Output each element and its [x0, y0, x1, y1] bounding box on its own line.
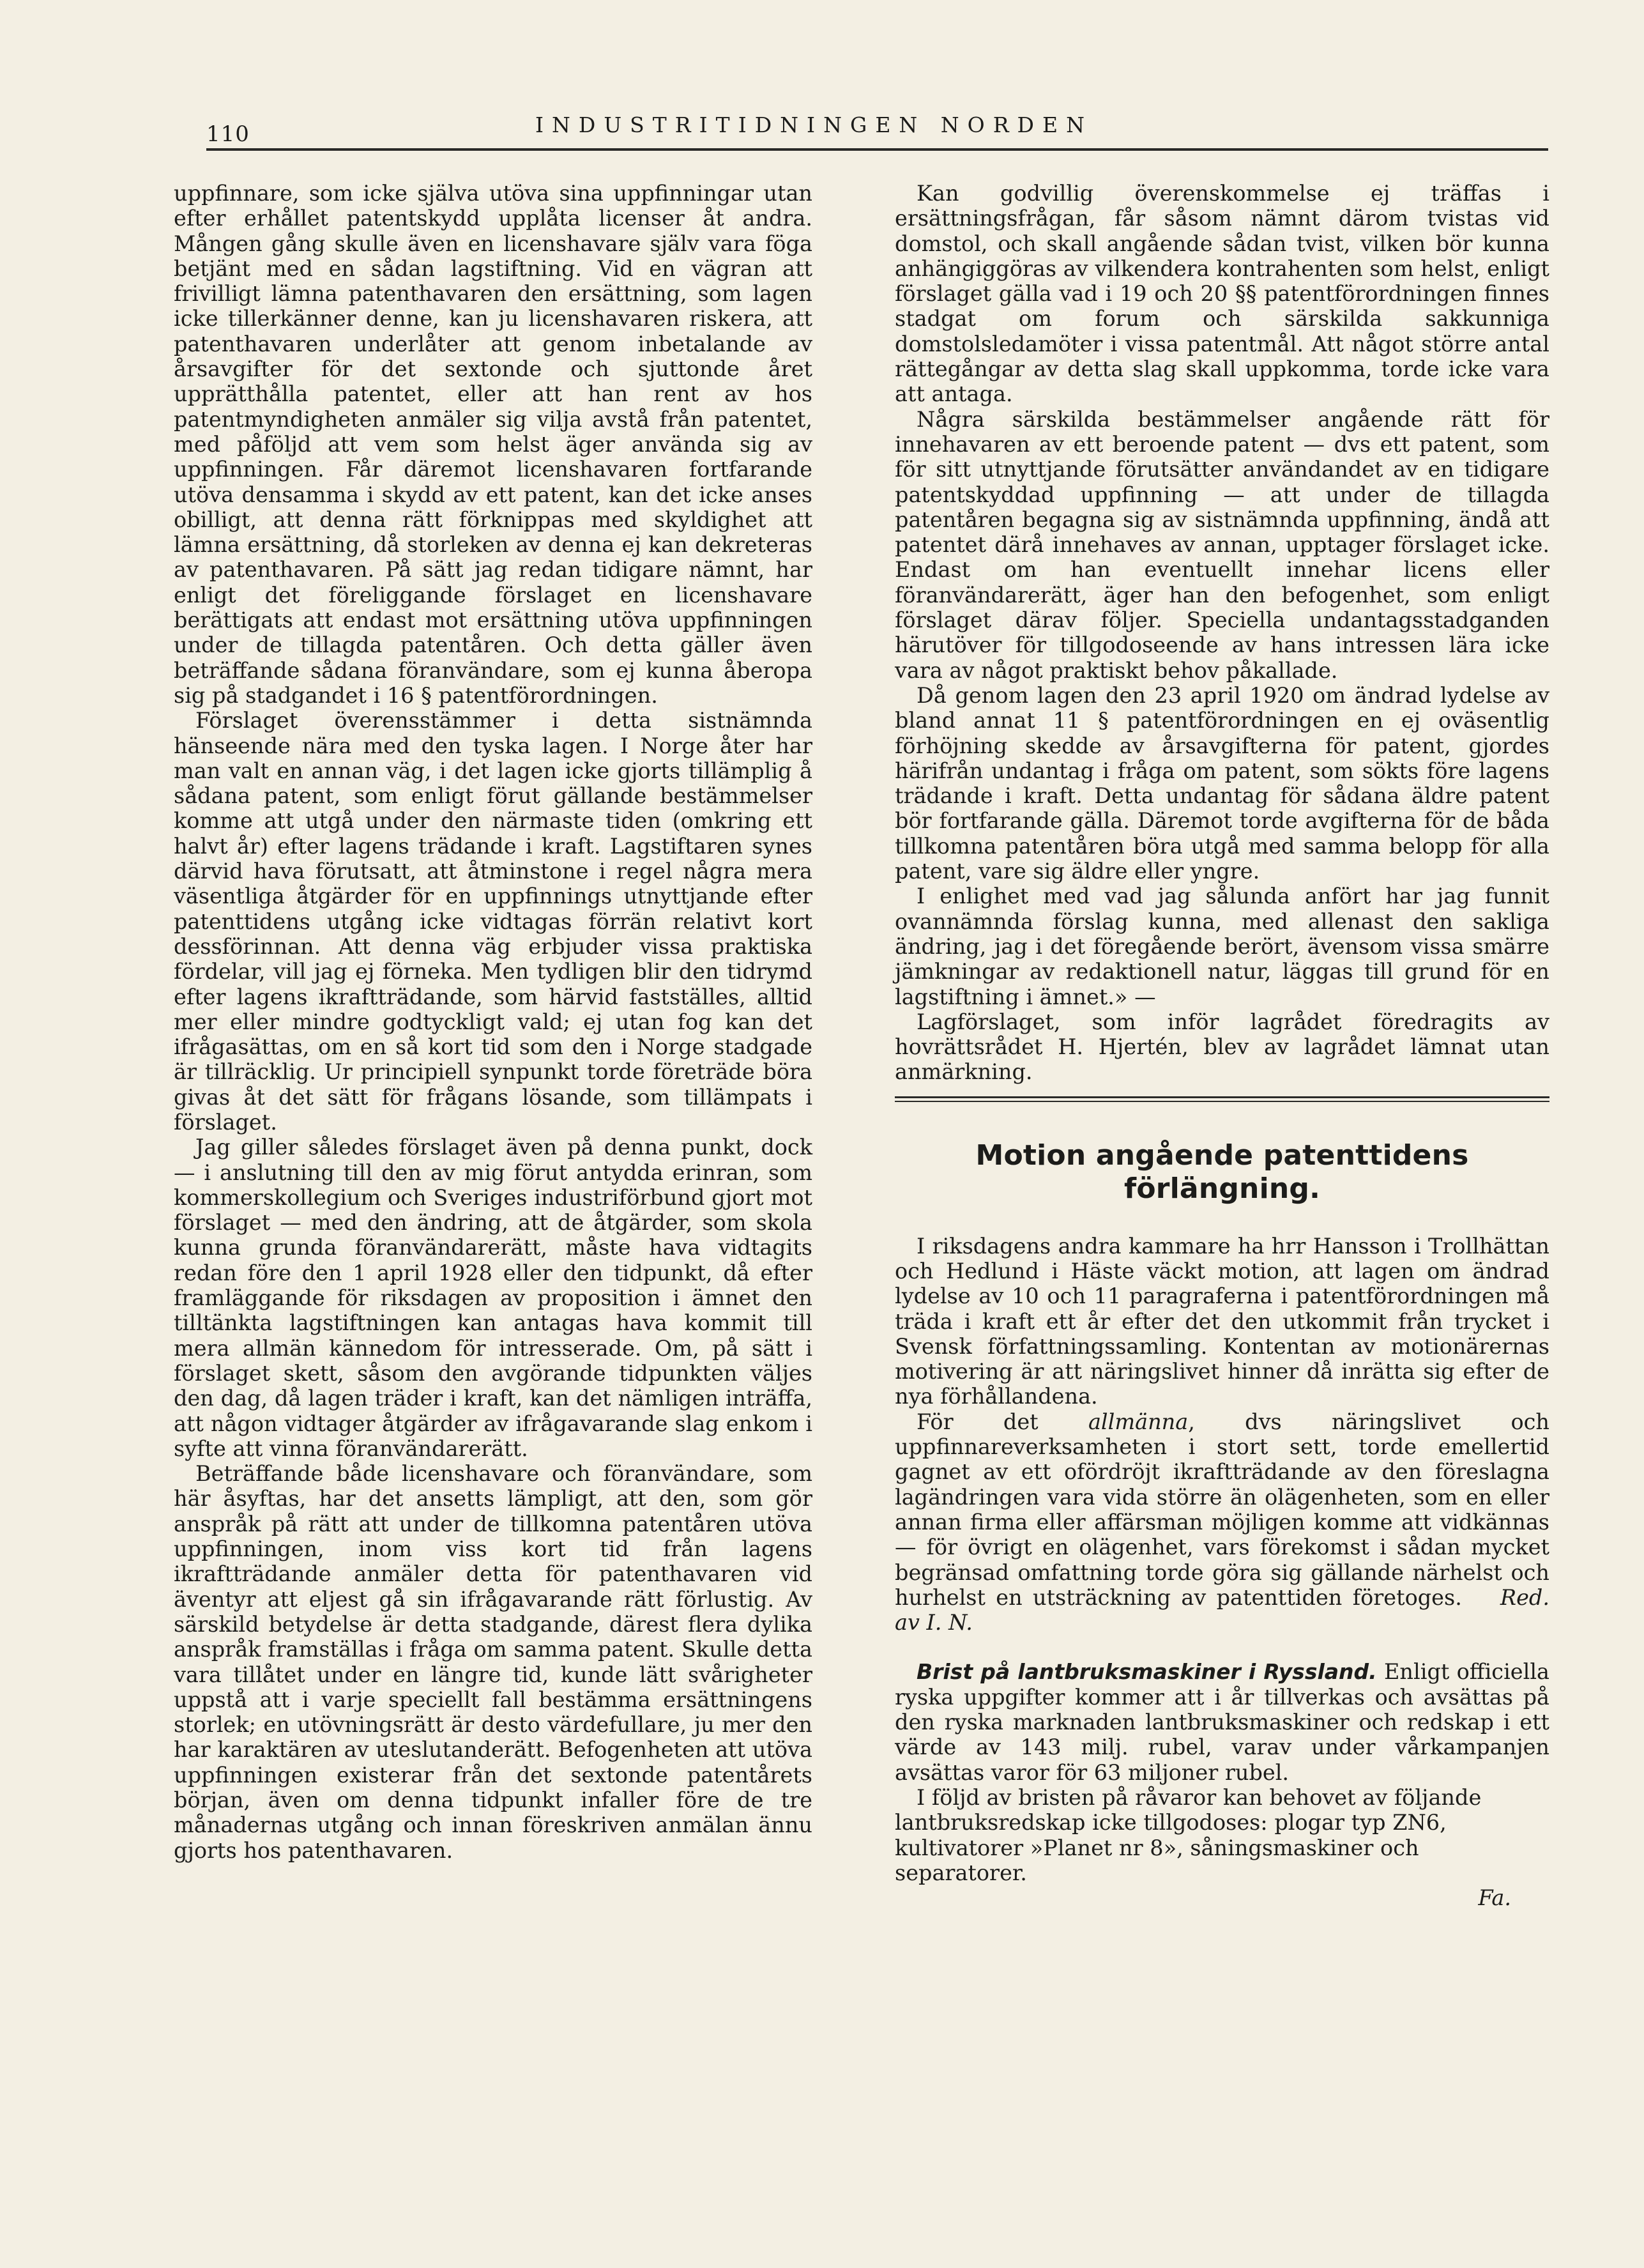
- left-column: [174, 181, 812, 1863]
- right-paragraph-1: Kan godvillig överenskommelse ej träffas i ersättningsfrågan, får såsom nämnt därom tvistas vid domstol, och skall angående sådan tvist, vilken bör kunna anhängiggöras av vilkendera kontrahenten som helst, enligt förslaget gälla vad i 19 och 20 §§ patentförordningen finnes stadgat om forum och särskilda sakkunniga domstolsledamöter i vissa patentmål. Att något större antal rättegångar av detta slag skall uppkomma, torde icke vara att antaga.: [895, 181, 1549, 407]
- right-paragraph-3: Då genom lagen den 23 april 1920 om ändrad lydelse av bland annat 11 § patentförordningen en ej oväsentlig förhöjning skedde av årsavgifterna för patent, gjordes härifrån undantag i fråga om patent, som sökts före lagens trädande i kraft. Detta undantag för sådana äldre patent bör fortfarande gälla. Däremot torde avgifterna för de båda tillkomna patentåren böra utgå med samma belopp för alla patent, vare sig äldre eller yngre.: [895, 682, 1549, 884]
- journal-title: INDUSTRITIDNINGEN NORDEN: [535, 112, 1093, 137]
- article2-paragraph-2: [895, 1409, 1549, 1636]
- page-number: 110: [206, 121, 250, 147]
- right-paragraph-4: I enlighet med vad jag sålunda anfört har jag funnit ovannämnda förslag kunna, med allenast den sakliga ändring, jag i det föregående berört, ävensom vissa smärre jämkningar av redaktionell natur, läggas till grund för en lagstiftning i ämnet.» —: [895, 884, 1549, 1009]
- note-signature: Fa.: [1478, 1885, 1511, 1911]
- right-paragraph-5: Lagförslaget, som inför lagrådet föredragits av hovrättsrådet H. Hjertén, blev av lagrådet lämnat utan anmärkning.: [895, 1009, 1549, 1085]
- article2-p2-prefix: För det: [917, 1409, 1088, 1434]
- article2-paragraph-1: I riksdagens andra kammare ha hrr Hansson i Trollhättan och Hedlund i Häste väckt motion, att lagen om ändrad lydelse av 10 och 11 paragraferna i patentförordningen må träda i kraft ett år efter det den utkommit från trycket i Svensk författningssamling. Kontentan av motionärernas motivering är att näringslivet hinner då inrätta sig efter de nya förhållandena.: [895, 1233, 1549, 1409]
- note-paragraph-1: [895, 1659, 1549, 1784]
- article2-p2-emphasis: allmänna: [1088, 1409, 1189, 1434]
- right-column: [895, 181, 1549, 1910]
- article-divider: [895, 1096, 1549, 1098]
- right-paragraph-2: Några särskilda bestämmelser angående rätt för innehavaren av ett beroende patent — dvs ett patent, som för sitt utnyttjande förutsätter användandet av en tidigare patentskyddad uppfinning — att under de tillagda patentåren begagna sig av sistnämnda uppfinning, ändå att patentet därå innehaves av annan, upptager förslaget icke. Endast om han eventuellt innehar licens eller föranvändarerätt, äger han den befogenhet, som enligt förslaget därav följer. Speciella undantagsstadganden härutöver för tillgodoseende av hans intressen lära icke vara av något praktiskt behov påkallade.: [895, 406, 1549, 683]
- note-lead: Brist på lantbruksmaskiner i Ryssland.: [917, 1659, 1377, 1685]
- note-paragraph-2: I följd av bristen på råvaror kan behovet av följande lantbruksredskap icke tillgodoses: plogar typ ZN6, kultivatorer »Planet nr 8», såningsmaskiner och separatorer.: [895, 1784, 1482, 1885]
- note-paragraph-1-text: Enligt officiella ryska uppgifter kommer att i år tillverkas och avsättas på den ryska marknaden lantbruksmaskiner och redskap i ett värde av 143 milj. rubel, varav under vårkampanjen avsättas varor för 63 miljoner rubel.: [895, 1659, 1550, 1785]
- article2-signoff: Red. av I. N.: [895, 1584, 1549, 1636]
- left-paragraph-2: Förslaget överensstämmer i detta sistnämnda hänseende nära med den tyska lagen. I Norge åter har man valt en annan väg, i det lagen icke gjorts tillämplig å sådana patent, som enligt förut gällande bestämmelser komme att utgå under den närmaste tiden (omkring ett halvt år) efter lagens trädande i kraft. Lagstiftaren synes därvid hava förutsatt, att åtminstone i regel några mera väsentliga åtgärder för en uppfinnings utnyttjande efter patenttidens utgång icke vidtagas förrän relativt kort dessförinnan. Att denna väg erbjuder vissa praktiska fördelar, vill jag ej förneka. Men tydligen blir den tidrymd efter lagens ikraftträdande, som härvid fastställes, alltid mer eller mindre godtyckligt vald; ej utan fog kan det ifrågasättas, om en så kort tid som den i Norge stadgade är tillräcklig. Ur principiell synpunkt torde företräde böra givas åt det sätt för frågans lösande, som tillämpats i förslaget.: [174, 708, 812, 1135]
- section-spacer: [895, 1635, 1549, 1659]
- article2-p2-rest: , dvs näringslivet och uppfinnareverksamheten i stort sett, torde emellertid gagnet av ett ofördröjt ikraftträdande av den föreslagna lagändringen vara vida större än olägenheten, som en eller annan firma eller affärsman möjligen komme att vidkännas — för övrigt en olägenhet, vars förekomst i sådan mycket begränsad omfattning torde göra sig gällande närhelst och hurhelst en utsträckning av patenttiden företoges.: [895, 1409, 1549, 1610]
- article-divider-thin: [895, 1101, 1549, 1102]
- header-rule: [206, 148, 1548, 151]
- left-paragraph-1: uppfinnare, som icke själva utöva sina uppfinningar utan efter erhållet patentskydd upplåta licenser åt andra. Mången gång skulle även en licenshavare själv vara föga betjänt med en sådan lagstiftning. Vid en vägran att frivilligt lämna patenthavaren den ersättning, som lagen icke tillerkänner denne, kan ju licenshavaren riskera, att patenthavaren underlåter att genom inbetalande av årsavgifter för det sextonde och sjuttonde året upprätthålla patentet, eller att han rent av hos patentmyndigheten anmäler sig vilja avstå från patentet, med påföljd att vem som helst äger använda sig av uppfinningen. Får däremot licenshavaren fortfarande utöva densamma i skydd av ett patent, kan det icke anses obilligt, att denna rätt förknippas med skyldighet att lämna ersättning, då storleken av denna ej kan dekreteras av patenthavaren. På sätt jag redan tidigare nämnt, har enligt det föreliggande förslaget en licenshavare berättigats att endast mot ersättning utöva uppfinningen under de tillagda patentåren. Och detta gäller även beträffande sådana föranvändare, som ej kunna åberopa sig på stadgandet i 16 § patentförordningen.: [174, 181, 812, 708]
- left-paragraph-3: Jag giller således förslaget även på denna punkt, dock — i anslutning till den av mig förut antydda erinran, som kommerskollegium och Sveriges industriförbund gjort mot förslaget — med den ändring, att de åtgärder, som skola kunna grunda föranvändarerätt, måste hava vidtagits redan före den 1 april 1928 eller den tidpunkt, då efter framläggande för riksdagen av proposition i ämnet den tilltänkta lagstiftningen kan antagas hava kommit till mera allmän kännedom för intresserade. Om, på sätt i förslaget skett, såsom den avgörande tidpunkten väljes den dag, då lagen träder i kraft, kan det nämligen inträffa, att någon vidtager åtgärder av ifrågavarande slag enkom i syfte att vinna föranvändarerätt.: [174, 1135, 812, 1461]
- article-headline: Motion angående patenttidens förlängning.: [975, 1138, 1469, 1205]
- left-paragraph-4: Beträffande både licenshavare och föranvändare, som här åsyftas, har det ansetts lämpligt, att den, som gör anspråk på rätt att under de tillkomna patentåren utöva uppfinningen, inom viss kort tid från lagens ikraftträdande anmäler detta för patenthavaren vid äventyr att eljest gå sin ifrågavarande rätt förlustig. Av särskild betydelse är detta stadgande, därest flera dylika anspråk framställas i fråga om samma patent. Skulle detta vara tillåtet under en längre tid, kunde lätt svårigheter uppstå att i varje speciellt fall bestämma ersättningens storlek; en utövningsrätt är desto värdefullare, ju mer den har karaktären av uteslutanderätt. Befogenheten att utöva uppfinningen existerar från det sextonde patentårets början, även om denna tidpunkt infaller före de tre månadernas utgång och innan föreskriven anmälan ännu gjorts hos patenthavaren.: [174, 1461, 812, 1863]
